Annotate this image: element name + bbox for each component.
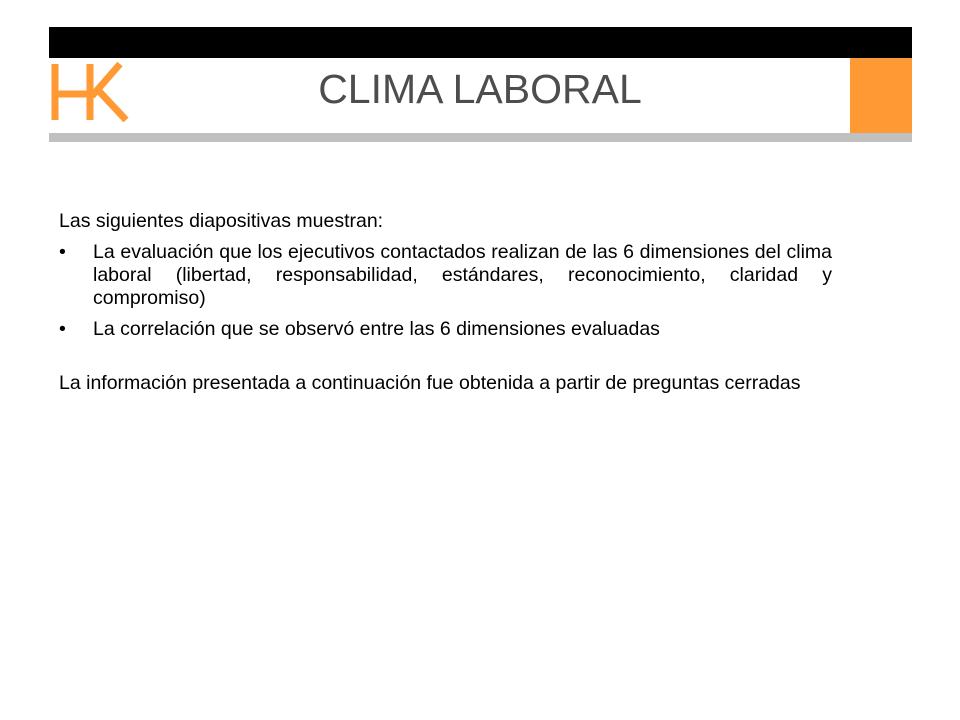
bullet-item — [59, 241, 832, 310]
slide-body — [59, 210, 832, 415]
bullet-text: La evaluación que los ejecutivos contactados realizan de las 6 dimensiones del clima laboral (libertad, responsabilidad, estándares, reconocimiento, claridad y compromiso) — [93, 241, 832, 309]
slide-title: CLIMA LABORAL — [318, 66, 642, 112]
hk-logo — [50, 60, 130, 122]
bullet-marker: • — [59, 241, 66, 263]
intro-text: Las siguientes diapositivas muestran: — [59, 210, 384, 232]
bullet-text: La correlación que se observó entre las 6 dimensiones evaluadas — [93, 318, 660, 340]
closing-text: La información presentada a continuación fue obtenida a partir de preguntas cerradas — [59, 372, 801, 394]
header-top-bar — [49, 27, 912, 58]
accent-block — [850, 58, 912, 133]
bullet-marker: • — [59, 318, 66, 340]
header-divider — [49, 133, 912, 142]
bullet-item — [59, 318, 832, 341]
